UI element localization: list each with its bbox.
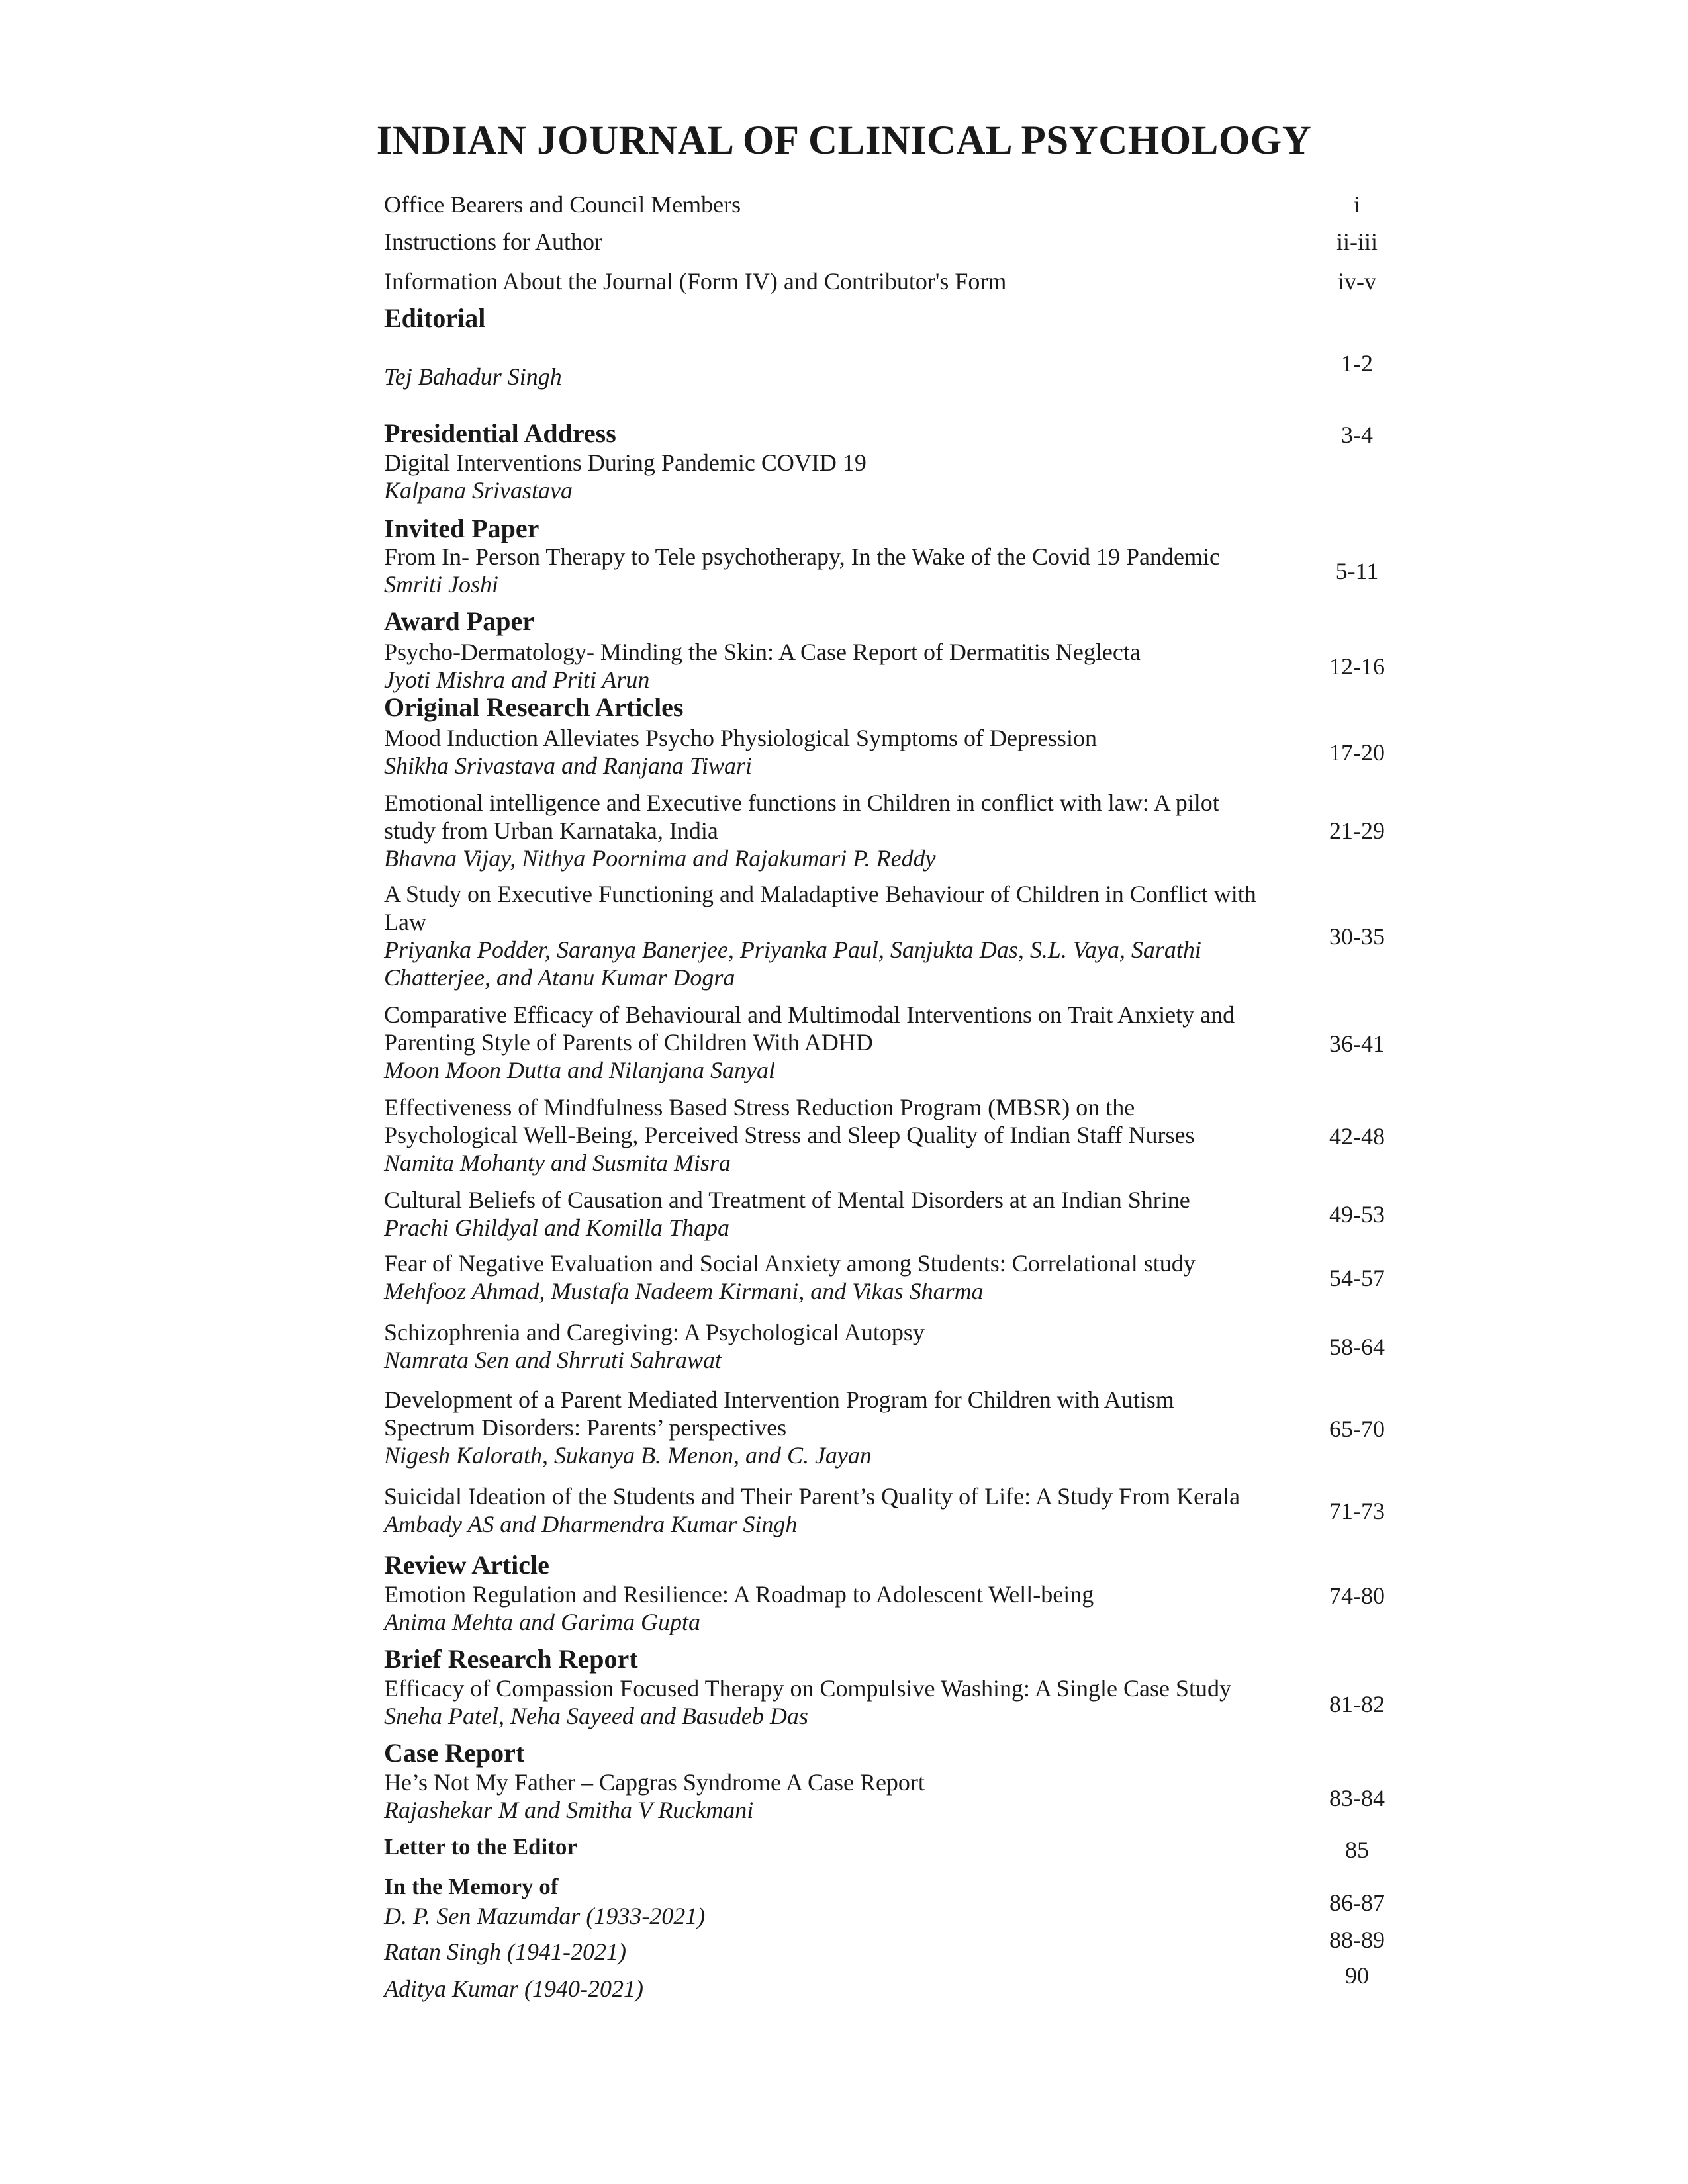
toc-entry-pages: iv-v xyxy=(1338,268,1376,295)
toc-entry-pages: 71-73 xyxy=(1329,1498,1385,1524)
toc-entry-title: study from Urban Karnataka, India xyxy=(384,817,718,844)
section-heading-editorial: Editorial xyxy=(384,303,486,333)
toc-entry-authors: Sneha Patel, Neha Sayeed and Basudeb Das xyxy=(384,1703,808,1729)
toc-entry-title: Instructions for Author xyxy=(384,228,602,255)
toc-entry-pages: 88-89 xyxy=(1329,1927,1385,1953)
section-heading-original-research-articles: Original Research Articles xyxy=(384,692,684,722)
section-heading-award-paper: Award Paper xyxy=(384,606,534,636)
toc-entry-title: Cultural Beliefs of Causation and Treatment of Mental Disorders at an Indian Shrine xyxy=(384,1187,1190,1213)
toc-entry-title: Spectrum Disorders: Parents’ perspectives xyxy=(384,1414,787,1441)
toc-entry-title: Comparative Efficacy of Behavioural and Multimodal Interventions on Trait Anxiety and xyxy=(384,1001,1235,1028)
toc-entry-pages: 3-4 xyxy=(1341,422,1373,448)
toc-entry-authors: Mehfooz Ahmad, Mustafa Nadeem Kirmani, and Vikas Sharma xyxy=(384,1278,984,1304)
toc-entry-pages: 42-48 xyxy=(1329,1123,1385,1150)
toc-entry-authors: Jyoti Mishra and Priti Arun xyxy=(384,666,650,693)
toc-entry-pages: ii-iii xyxy=(1336,228,1378,255)
section-heading-brief-research-report: Brief Research Report xyxy=(384,1644,638,1674)
toc-entry-authors: Moon Moon Dutta and Nilanjana Sanyal xyxy=(384,1057,775,1083)
toc-entry-title: Development of a Parent Mediated Intervention Program for Children with Autism xyxy=(384,1387,1174,1413)
toc-entry-title: Emotion Regulation and Resilience: A Roadmap to Adolescent Well-being xyxy=(384,1581,1094,1608)
toc-entry-pages: 17-20 xyxy=(1329,739,1385,766)
journal-title: INDIAN JOURNAL OF CLINICAL PSYCHOLOGY xyxy=(376,118,1312,163)
toc-entry-pages: 83-84 xyxy=(1329,1785,1385,1811)
toc-entry-authors: Prachi Ghildyal and Komilla Thapa xyxy=(384,1214,729,1241)
toc-entry-title: Parenting Style of Parents of Children With ADHD xyxy=(384,1029,873,1056)
toc-entry-authors: Rajashekar M and Smitha V Ruckmani xyxy=(384,1797,754,1823)
toc-entry-authors: Aditya Kumar (1940-2021) xyxy=(384,1976,643,2002)
section-heading-letter-to-the-editor: Letter to the Editor xyxy=(384,1834,577,1860)
toc-entry-pages: 86-87 xyxy=(1329,1889,1385,1916)
toc-entry-title: Suicidal Ideation of the Students and Their Parent’s Quality of Life: A Study From Kerala xyxy=(384,1483,1241,1510)
toc-entry-title: Office Bearers and Council Members xyxy=(384,191,741,218)
toc-entry-pages: i xyxy=(1353,191,1360,218)
section-heading-invited-paper: Invited Paper xyxy=(384,514,539,543)
toc-entry-authors: Namrata Sen and Shrruti Sahrawat xyxy=(384,1347,722,1373)
toc-entry-pages: 30-35 xyxy=(1329,923,1385,950)
toc-entry-pages: 49-53 xyxy=(1329,1201,1385,1228)
toc-entry-title: A Study on Executive Functioning and Maladaptive Behaviour of Children in Conflict with xyxy=(384,881,1256,907)
toc-entry-title: Psychological Well-Being, Perceived Stress and Sleep Quality of Indian Staff Nurses xyxy=(384,1122,1195,1148)
toc-entry-title: Mood Induction Alleviates Psycho Physiological Symptoms of Depression xyxy=(384,725,1097,751)
toc-entry-pages: 21-29 xyxy=(1329,817,1385,844)
toc-entry-authors: Namita Mohanty and Susmita Misra xyxy=(384,1150,731,1176)
toc-entry-pages: 12-16 xyxy=(1329,653,1385,680)
toc-entry-pages: 54-57 xyxy=(1329,1265,1385,1291)
toc-entry-title: Information About the Journal (Form IV) and Contributor's Form xyxy=(384,268,1007,295)
toc-entry-pages: 1-2 xyxy=(1341,350,1373,377)
toc-entry-title: Law xyxy=(384,909,426,935)
toc-entry-authors: Smriti Joshi xyxy=(384,571,499,598)
toc-entry-title: From In- Person Therapy to Tele psychotherapy, In the Wake of the Covid 19 Pandemic xyxy=(384,543,1220,570)
toc-entry-authors: Shikha Srivastava and Ranjana Tiwari xyxy=(384,752,753,779)
toc-entry-authors: Tej Bahadur Singh xyxy=(384,363,562,390)
toc-entry-authors: Kalpana Srivastava xyxy=(384,477,573,504)
toc-entry-title: Schizophrenia and Caregiving: A Psychological Autopsy xyxy=(384,1319,925,1345)
toc-entry-pages: 81-82 xyxy=(1329,1691,1385,1717)
toc-entry-title: Fear of Negative Evaluation and Social Anxiety among Students: Correlational study xyxy=(384,1250,1196,1277)
toc-entry-authors: Ambady AS and Dharmendra Kumar Singh xyxy=(384,1511,798,1537)
toc-entry-authors: Anima Mehta and Garima Gupta xyxy=(384,1609,700,1635)
toc-entry-pages: 5-11 xyxy=(1335,558,1379,584)
toc-entry-pages: 36-41 xyxy=(1329,1030,1385,1057)
toc-entry-pages: 58-64 xyxy=(1329,1334,1385,1360)
toc-entry-authors: Bhavna Vijay, Nithya Poornima and Rajakumari P. Reddy xyxy=(384,845,936,872)
section-heading-presidential-address: Presidential Address xyxy=(384,418,616,448)
toc-entry-pages: 74-80 xyxy=(1329,1582,1385,1609)
toc-entry-title: Digital Interventions During Pandemic COVID 19 xyxy=(384,449,867,476)
toc-entry-title: Efficacy of Compassion Focused Therapy on Compulsive Washing: A Single Case Study xyxy=(384,1675,1232,1702)
section-heading-review-article: Review Article xyxy=(384,1550,549,1580)
toc-entry-authors: Nigesh Kalorath, Sukanya B. Menon, and C. Jayan xyxy=(384,1442,872,1469)
toc-entry-title: Effectiveness of Mindfulness Based Stress Reduction Program (MBSR) on the xyxy=(384,1094,1135,1120)
section-heading-case-report: Case Report xyxy=(384,1738,525,1768)
toc-entry-authors: Ratan Singh (1941-2021) xyxy=(384,1938,626,1965)
section-heading-in-the-memory-of: In the Memory of xyxy=(384,1874,559,1899)
toc-entry-title: Psycho-Dermatology- Minding the Skin: A Case Report of Dermatitis Neglecta xyxy=(384,639,1141,665)
toc-entry-pages: 90 xyxy=(1345,1962,1369,1989)
toc-entry-authors: Chatterjee, and Atanu Kumar Dogra xyxy=(384,964,735,991)
toc-entry-pages: 85 xyxy=(1345,1837,1369,1863)
toc-entry-authors: D. P. Sen Mazumdar (1933-2021) xyxy=(384,1903,706,1929)
toc-entry-title: He’s Not My Father – Capgras Syndrome A Case Report xyxy=(384,1769,925,1796)
toc-entry-title: Emotional intelligence and Executive functions in Children in conflict with law: A pilot xyxy=(384,790,1219,816)
toc-entry-authors: Priyanka Podder, Saranya Banerjee, Priyanka Paul, Sanjukta Das, S.L. Vaya, Sarathi xyxy=(384,936,1201,963)
toc-entry-pages: 65-70 xyxy=(1329,1416,1385,1442)
